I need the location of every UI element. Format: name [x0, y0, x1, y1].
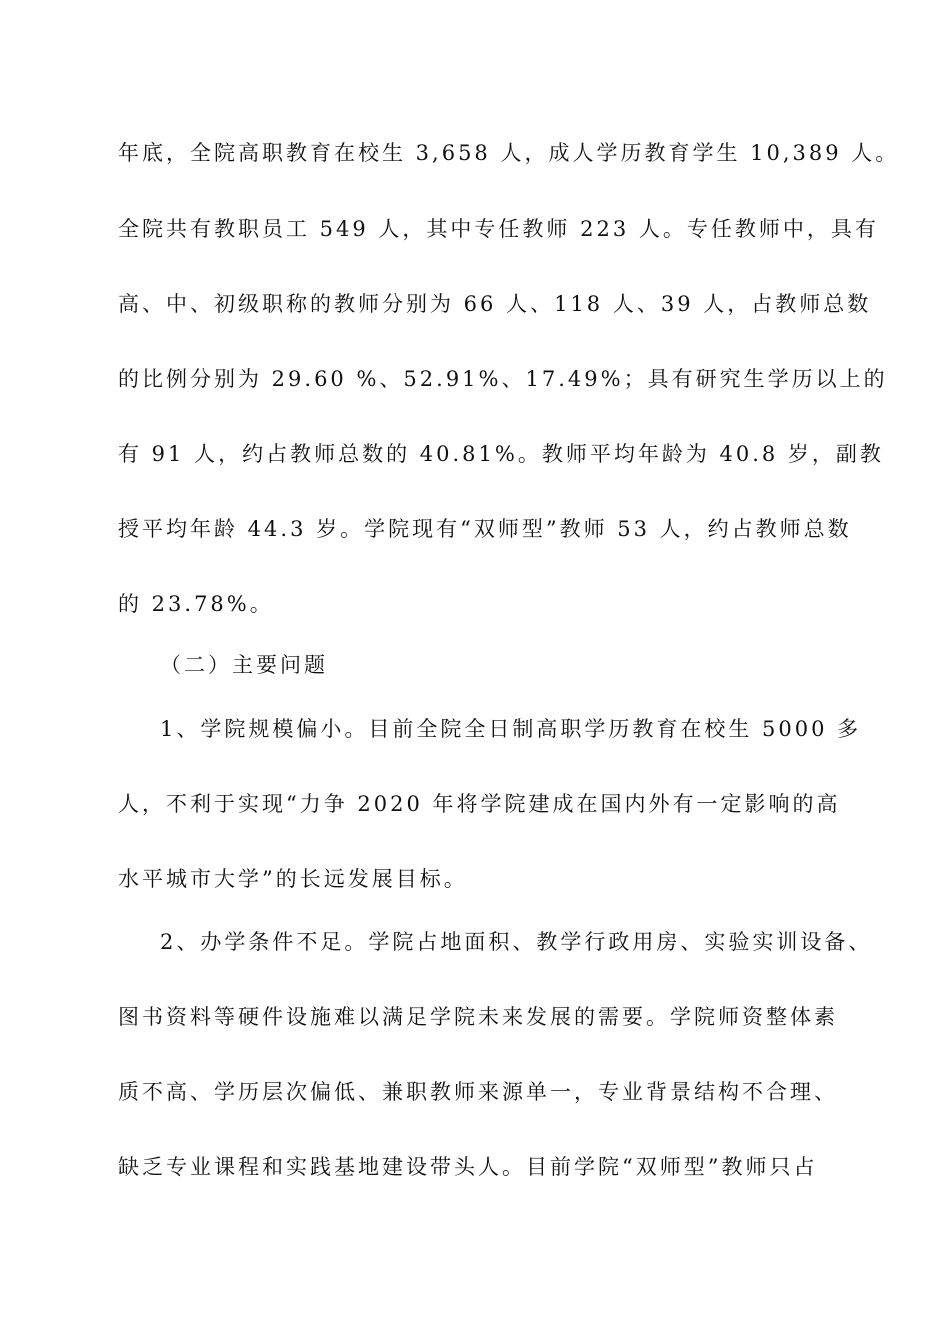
paragraph-line: 有 91 人，约占教师总数的 40.81%。教师平均年龄为 40.8 岁，副教 — [118, 442, 884, 466]
paragraph-line: 缺乏专业课程和实践基地建设带头人。目前学院“双师型”教师只占 — [118, 1155, 818, 1179]
paragraph-line: 质不高、学历层次偏低、兼职教师来源单一，专业背景结构不合理、 — [118, 1080, 838, 1104]
paragraph-line: 授平均年龄 44.3 岁。学院现有“双师型”教师 53 人，约占教师总数 — [118, 517, 852, 541]
paragraph-line: 2、办学条件不足。学院占地面积、教学行政用房、实验实训设备、 — [160, 930, 873, 954]
paragraph-line: 人，不利于实现“力争 2020 年将学院建成在国内外有一定影响的高 — [118, 792, 841, 816]
paragraph-line: 全院共有教职员工 549 人，其中专任教师 223 人。专任教师中，具有 — [118, 217, 879, 241]
paragraph-line: 的 23.78%。 — [118, 592, 274, 616]
paragraph-line: 水平城市大学”的长远发展目标。 — [118, 867, 468, 891]
paragraph-line: 1、学院规模偏小。目前全院全日制高职学历教育在校生 5000 多 — [160, 717, 862, 741]
paragraph-line: 的比例分别为 29.60 %、52.91%、17.49%；具有研究生学历以上的 — [118, 367, 888, 391]
paragraph-line: 图书资料等硬件设施难以满足学院未来发展的需要。学院师资整体素 — [118, 1005, 838, 1029]
paragraph-line: 年底，全院高职教育在校生 3,658 人，成人学历教育学生 10,389 人。 — [118, 141, 900, 165]
section-heading: （二）主要问题 — [160, 653, 328, 677]
paragraph-line: 高、中、初级职称的教师分别为 66 人、118 人、39 人，占教师总数 — [118, 292, 872, 316]
